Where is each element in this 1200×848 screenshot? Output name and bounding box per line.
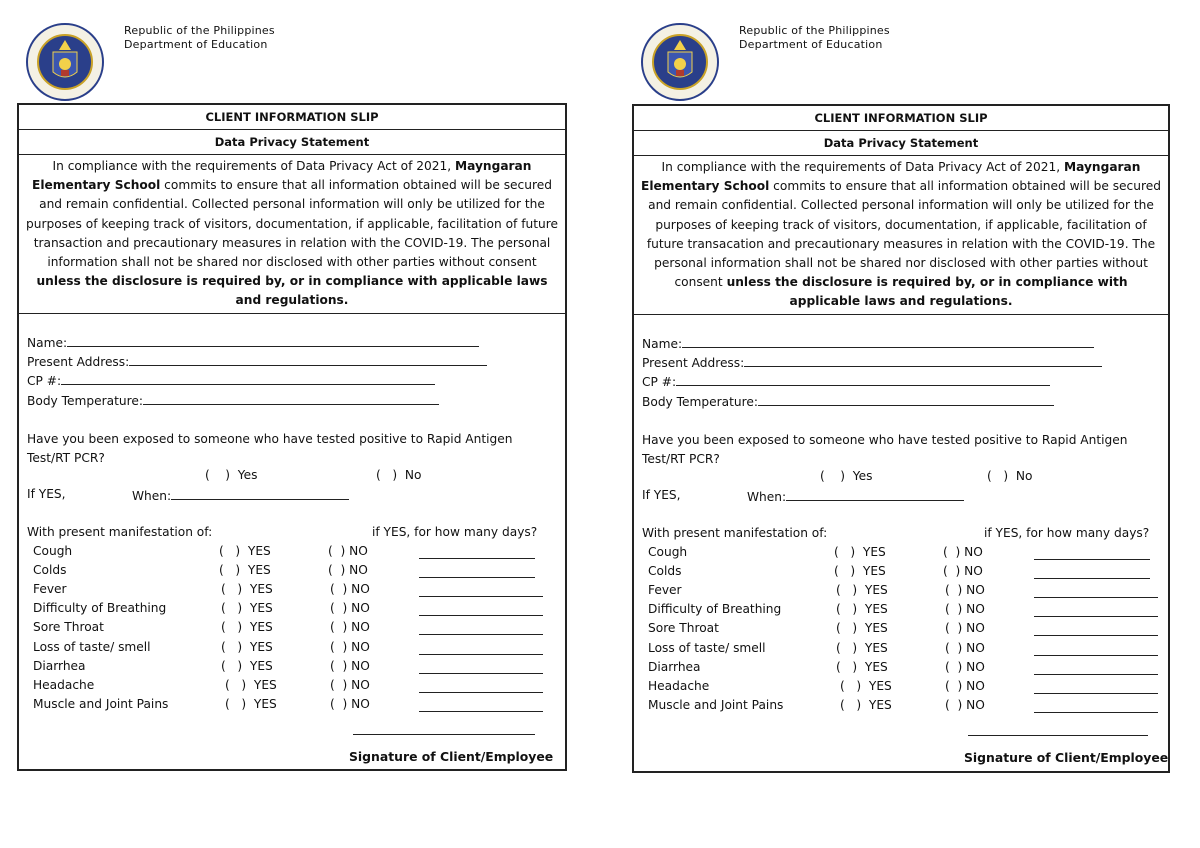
name-field[interactable]: [642, 335, 1094, 351]
symptom-no-label: NO: [351, 582, 370, 597]
symptom-yes-label: YES: [862, 563, 886, 578]
symptom-no-label: NO: [964, 563, 983, 578]
exposure-yes-label: Yes: [852, 468, 873, 483]
symptom-yes-option[interactable]: ( ) YES: [836, 640, 888, 655]
symptom-label: Headache: [33, 678, 95, 693]
symptom-yes-option[interactable]: ( ) YES: [836, 659, 888, 674]
symptom-no-option[interactable]: ( ) NO: [945, 679, 985, 694]
form-box: [17, 103, 567, 771]
symptom-days-line[interactable]: [419, 642, 543, 655]
school-name: Mayngaran Elementary School: [32, 159, 532, 193]
symptom-days-line[interactable]: [419, 680, 543, 693]
privacy-statement: [19, 155, 565, 314]
privacy-text-2: commits to ensure that all information obtained will be secured and remain confidential. Collected personal information will only be utilized for the purposes of keeping track of visitors, documentation, if applicable, facilitation of future transacation and precautionary measures in relation with the COVID-19. The personal information shall not be shared nor disclosed with other parties without consent: [646, 179, 1161, 290]
symptom-yes-label: YES: [868, 679, 892, 694]
symptoms-header: With present manifestation of:: [27, 524, 213, 539]
symptom-yes-option[interactable]: ( ) YES: [221, 601, 273, 616]
exposure-question: Have you been exposed to someone who have tested positive to Rapid Antigen Test/RT PCR?: [642, 432, 1128, 466]
cp-line[interactable]: [676, 373, 1050, 386]
agency-header: [739, 24, 890, 51]
client-information-slip-left: [17, 0, 567, 848]
symptom-label: Headache: [648, 679, 710, 694]
symptom-no-label: NO: [966, 640, 985, 655]
agency-department: Department of Education: [739, 37, 883, 51]
signature-label: Signature of Client/Employee: [964, 750, 1169, 765]
symptom-no-option[interactable]: ( ) NO: [330, 658, 370, 673]
symptom-no-option[interactable]: ( ) NO: [945, 583, 985, 598]
cp-label: CP #:: [27, 373, 62, 388]
when-field[interactable]: [132, 487, 349, 503]
symptom-yes-label: YES: [253, 697, 277, 712]
symptom-no-option[interactable]: ( ) NO: [330, 601, 370, 616]
symptom-no-option[interactable]: ( ) NO: [945, 659, 985, 674]
symptoms-header: With present manifestation of:: [642, 525, 828, 540]
address-field[interactable]: [27, 353, 487, 369]
symptom-days-line[interactable]: [419, 603, 543, 616]
symptom-label: Fever: [648, 583, 682, 598]
symptom-no-label: NO: [349, 562, 368, 577]
deped-seal-icon: [640, 22, 720, 102]
symptom-label: Muscle and Joint Pains: [648, 698, 784, 713]
days-header: if YES, for how many days?: [372, 524, 538, 539]
address-field[interactable]: [642, 354, 1102, 370]
symptom-yes-label: YES: [868, 698, 892, 713]
symptom-label: Sore Throat: [33, 620, 104, 635]
school-name: Mayngaran Elementary School: [641, 160, 1141, 194]
temperature-field[interactable]: [642, 393, 1054, 409]
agency-republic: Republic of the Philippines: [739, 24, 890, 37]
symptom-yes-option[interactable]: ( ) YES: [219, 562, 271, 577]
temperature-label: Body Temperature:: [642, 394, 758, 409]
when-field[interactable]: [747, 488, 964, 504]
exposure-no-option[interactable]: ( ) No: [376, 467, 422, 482]
symptom-yes-label: YES: [253, 678, 277, 693]
cp-field[interactable]: [642, 373, 1050, 389]
symptom-days-line[interactable]: [1034, 662, 1158, 675]
symptom-yes-label: YES: [864, 621, 888, 636]
if-yes-label: If YES,: [27, 486, 66, 501]
privacy-heading: Data Privacy Statement: [19, 130, 565, 155]
symptom-yes-option[interactable]: ( ) YES: [834, 563, 886, 578]
symptom-yes-label: YES: [247, 543, 271, 558]
symptom-no-option[interactable]: ( ) NO: [330, 639, 370, 654]
symptom-no-label: NO: [966, 679, 985, 694]
symptom-yes-option[interactable]: ( ) YES: [221, 582, 273, 597]
signature-line[interactable]: [968, 735, 1148, 736]
symptom-no-option[interactable]: ( ) NO: [330, 620, 370, 635]
symptom-yes-label: YES: [247, 562, 271, 577]
symptom-no-option[interactable]: ( ) NO: [945, 698, 985, 713]
temperature-line[interactable]: [143, 392, 439, 405]
symptom-yes-option[interactable]: ( ) YES: [221, 639, 273, 654]
when-line[interactable]: [786, 488, 964, 501]
agency-department: Department of Education: [124, 37, 268, 51]
address-label: Present Address:: [642, 355, 745, 370]
address-line[interactable]: [744, 354, 1102, 367]
name-line[interactable]: [682, 335, 1094, 348]
symptom-label: Sore Throat: [648, 621, 719, 636]
symptom-yes-option[interactable]: ( ) YES: [221, 658, 273, 673]
symptom-no-option[interactable]: ( ) NO: [328, 543, 368, 558]
client-information-slip-right: [632, 0, 1182, 848]
symptom-no-label: NO: [351, 678, 370, 693]
symptom-no-label: NO: [966, 621, 985, 636]
symptom-yes-label: YES: [249, 639, 273, 654]
symptom-days-line[interactable]: [1034, 623, 1158, 636]
name-field[interactable]: [27, 334, 479, 350]
symptom-yes-label: YES: [864, 659, 888, 674]
symptom-yes-option[interactable]: ( ) YES: [836, 602, 888, 617]
symptom-days-line[interactable]: [1034, 604, 1158, 617]
agency-header: [124, 24, 275, 51]
symptom-no-option[interactable]: ( ) NO: [945, 621, 985, 636]
symptom-yes-option[interactable]: ( ) YES: [834, 544, 886, 559]
name-label: Name:: [642, 336, 683, 351]
symptom-yes-label: YES: [864, 602, 888, 617]
symptom-label: Cough: [648, 544, 688, 559]
signature-label: Signature of Client/Employee: [349, 749, 554, 764]
symptom-label: Muscle and Joint Pains: [33, 697, 169, 712]
form-box: [632, 104, 1170, 773]
symptom-yes-label: YES: [249, 658, 273, 673]
symptom-label: Colds: [33, 562, 67, 577]
cp-line[interactable]: [61, 372, 435, 385]
symptom-days-line[interactable]: [1034, 643, 1158, 656]
symptom-days-line[interactable]: [419, 546, 535, 559]
form-title: CLIENT INFORMATION SLIP: [19, 105, 565, 130]
symptom-no-label: NO: [351, 639, 370, 654]
symptom-yes-option[interactable]: ( ) YES: [221, 620, 273, 635]
temperature-label: Body Temperature:: [27, 393, 143, 408]
symptom-days-line[interactable]: [419, 584, 543, 597]
exposure-question: Have you been exposed to someone who have tested positive to Rapid Antigen Test/RT PCR?: [27, 431, 513, 465]
temperature-field[interactable]: [27, 392, 439, 408]
exposure-no-option[interactable]: ( ) No: [987, 468, 1033, 483]
symptom-days-line[interactable]: [419, 622, 543, 635]
symptom-no-label: NO: [351, 601, 370, 616]
symptom-label: Diarrhea: [33, 658, 86, 673]
exposure-yes-label: Yes: [237, 467, 258, 482]
symptom-yes-label: YES: [862, 544, 886, 559]
symptom-yes-label: YES: [864, 640, 888, 655]
symptom-no-label: NO: [966, 659, 985, 674]
symptom-label: Difficulty of Breathing: [648, 602, 782, 617]
symptom-days-line[interactable]: [1034, 700, 1158, 713]
symptom-days-line[interactable]: [419, 699, 543, 712]
symptom-yes-label: YES: [249, 620, 273, 635]
privacy-statement: [634, 156, 1168, 315]
privacy-text-3: unless the disclosure is required by, or in compliance with applicable laws and regulations.: [36, 274, 548, 308]
symptom-label: Difficulty of Breathing: [33, 601, 167, 616]
symptom-no-option[interactable]: ( ) NO: [945, 602, 985, 617]
symptom-label: Loss of taste/ smell: [33, 639, 151, 654]
symptom-days-line[interactable]: [1034, 566, 1150, 579]
days-header: if YES, for how many days?: [984, 525, 1150, 540]
symptom-no-option[interactable]: ( ) NO: [943, 563, 983, 578]
when-label: When:: [132, 488, 172, 503]
when-label: When:: [747, 489, 787, 504]
symptom-label: Diarrhea: [648, 659, 701, 674]
symptom-label: Colds: [648, 563, 682, 578]
symptom-yes-option[interactable]: ( ) YES: [219, 543, 271, 558]
symptom-yes-option[interactable]: ( ) YES: [225, 678, 277, 693]
privacy-text-1: In compliance with the requirements of Data Privacy Act of 2021,: [52, 159, 455, 173]
symptom-no-option[interactable]: ( ) NO: [330, 678, 370, 693]
symptom-days-line[interactable]: [1034, 547, 1150, 560]
symptom-yes-option[interactable]: ( ) YES: [225, 697, 277, 712]
symptom-days-line[interactable]: [1034, 585, 1158, 598]
symptom-no-option[interactable]: ( ) NO: [943, 544, 983, 559]
name-line[interactable]: [67, 334, 479, 347]
symptom-no-option[interactable]: ( ) NO: [945, 640, 985, 655]
symptom-no-label: NO: [351, 620, 370, 635]
symptom-yes-option[interactable]: ( ) YES: [836, 583, 888, 598]
cp-label: CP #:: [642, 374, 677, 389]
privacy-text-2: commits to ensure that all information obtained will be secured and remain confidential. Collected personal information will only be utilized for the purposes of keeping track of visitors, documentation, if applicable, facilitation of future transaction and precautionary measures in relation with the COVID-19. The personal information shall not be shared nor disclosed with other parties without consent: [26, 178, 558, 270]
symptom-no-label: NO: [964, 544, 983, 559]
when-line[interactable]: [171, 487, 349, 500]
symptom-yes-label: YES: [249, 601, 273, 616]
symptom-no-option[interactable]: ( ) NO: [330, 582, 370, 597]
exposure-no-label: No: [1015, 468, 1033, 483]
exposure-yes-option[interactable]: ( ) Yes: [205, 467, 258, 482]
exposure-no-label: No: [404, 467, 422, 482]
signature-line[interactable]: [353, 734, 535, 735]
symptom-no-label: NO: [351, 658, 370, 673]
symptom-yes-option[interactable]: ( ) YES: [840, 679, 892, 694]
privacy-heading: Data Privacy Statement: [634, 131, 1168, 156]
exposure-yes-option[interactable]: ( ) Yes: [820, 468, 873, 483]
privacy-text-3: unless the disclosure is required by, or in compliance with applicable laws and regulations.: [726, 275, 1128, 309]
symptom-yes-label: YES: [864, 583, 888, 598]
agency-republic: Republic of the Philippines: [124, 24, 275, 37]
symptom-no-option[interactable]: ( ) NO: [328, 562, 368, 577]
deped-seal-icon: [25, 22, 105, 102]
symptom-label: Loss of taste/ smell: [648, 640, 766, 655]
symptom-no-label: NO: [966, 602, 985, 617]
address-line[interactable]: [129, 353, 487, 366]
cp-field[interactable]: [27, 372, 435, 388]
symptom-no-label: NO: [966, 583, 985, 598]
symptom-label: Fever: [33, 582, 67, 597]
symptom-label: Cough: [33, 543, 73, 558]
symptom-days-line[interactable]: [419, 661, 543, 674]
if-yes-label: If YES,: [642, 487, 681, 502]
name-label: Name:: [27, 335, 68, 350]
symptom-no-label: NO: [349, 543, 368, 558]
symptom-days-line[interactable]: [419, 565, 535, 578]
temperature-line[interactable]: [758, 393, 1054, 406]
symptom-days-line[interactable]: [1034, 681, 1158, 694]
symptom-yes-label: YES: [249, 582, 273, 597]
symptom-no-label: NO: [351, 697, 370, 712]
form-title: CLIENT INFORMATION SLIP: [634, 106, 1168, 131]
symptom-no-label: NO: [966, 698, 985, 713]
symptom-yes-option[interactable]: ( ) YES: [836, 621, 888, 636]
privacy-text-1: In compliance with the requirements of Data Privacy Act of 2021,: [661, 160, 1064, 174]
address-label: Present Address:: [27, 354, 130, 369]
symptom-yes-option[interactable]: ( ) YES: [840, 698, 892, 713]
symptom-no-option[interactable]: ( ) NO: [330, 697, 370, 712]
